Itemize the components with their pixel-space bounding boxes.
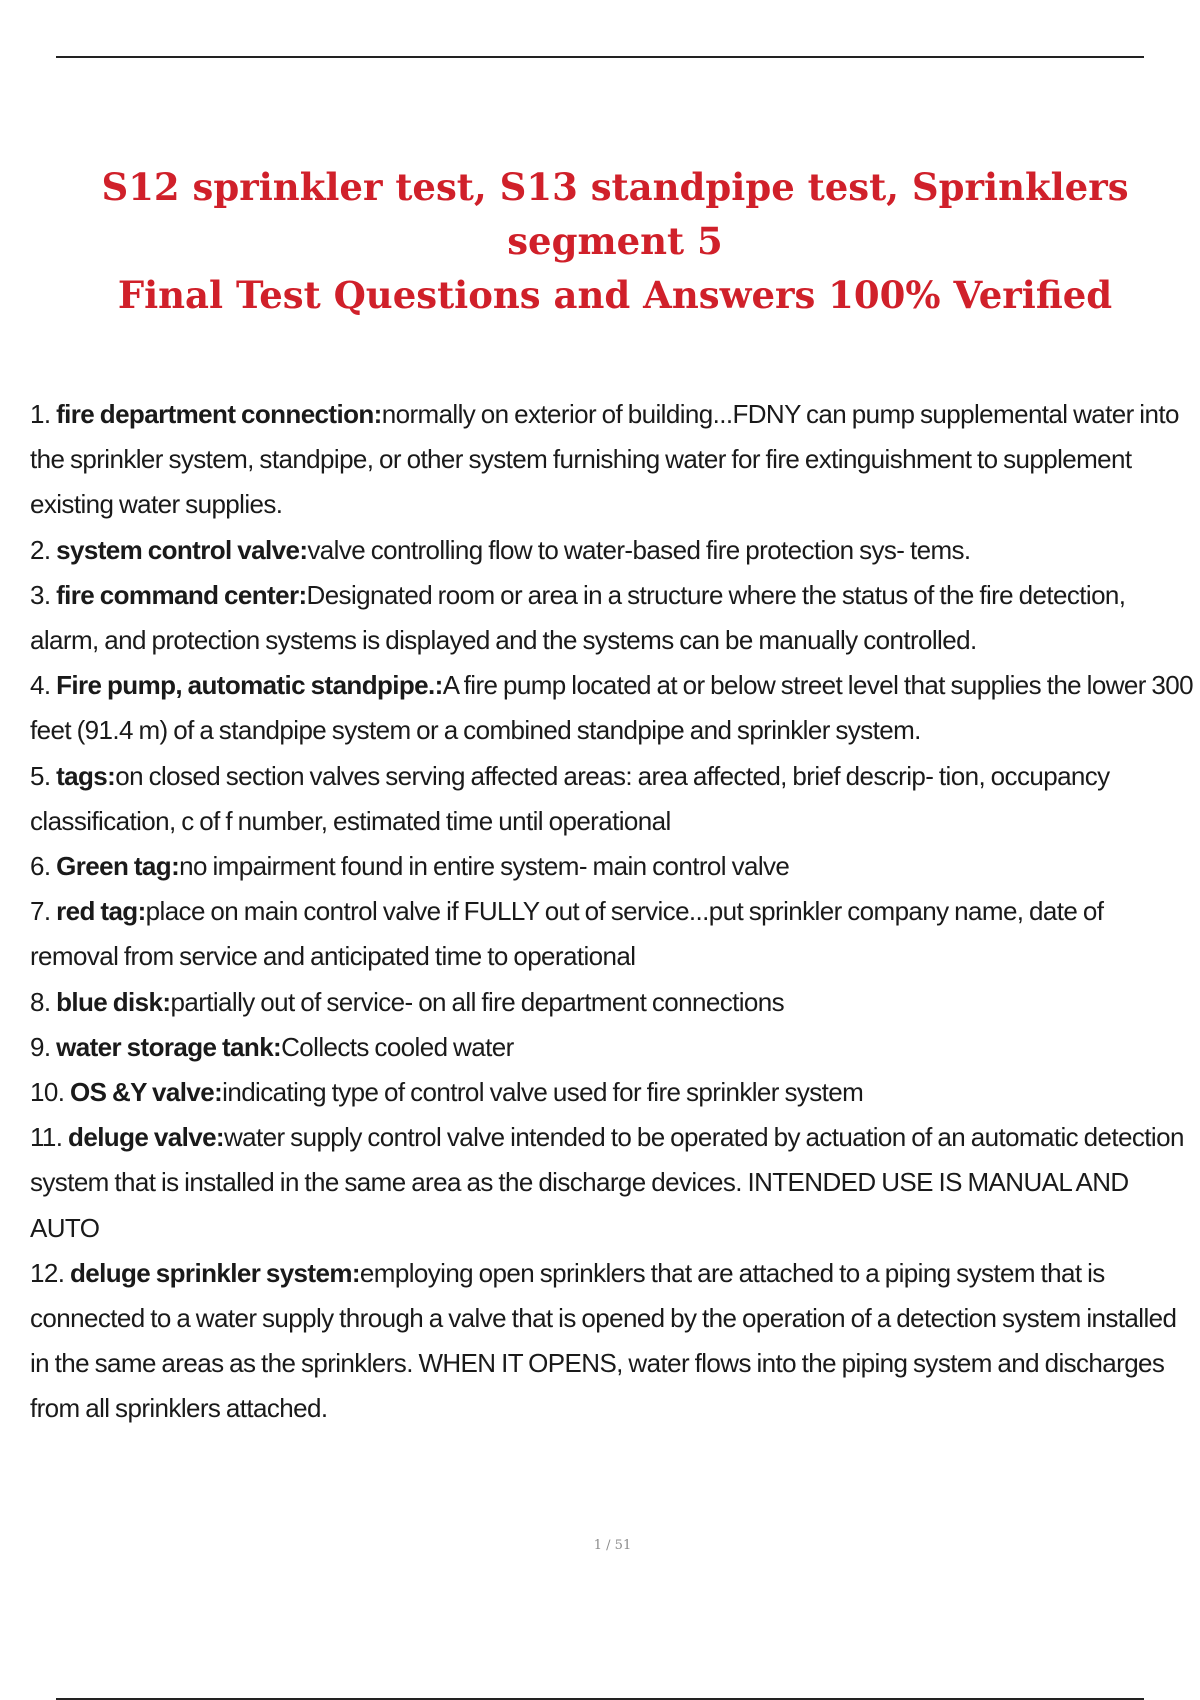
item-number: 7. <box>30 896 51 927</box>
item-number: 1. <box>30 399 51 429</box>
item-term: red tag: <box>56 896 146 927</box>
item-definition: on closed section valves serving affected areas: area affected, brief descrip- tion, occupancy classification, c of f number, estimated time until operational <box>30 760 1110 836</box>
header-rule <box>56 56 1144 58</box>
item-term: OS &Y valve: <box>69 1077 223 1108</box>
item-number: 6. <box>30 851 51 882</box>
item-definition: Collects cooled water <box>281 1031 514 1062</box>
item-term: deluge sprinkler system: <box>69 1257 360 1288</box>
item-term: water storage tank: <box>56 1031 282 1062</box>
list-item <box>30 844 1195 889</box>
item-term: tags: <box>56 760 116 791</box>
list-item <box>30 889 1195 979</box>
item-definition: place on main control valve if FULLY out of service...put sprinkler company name, date of removal from service and anticipated time to operational <box>30 896 1104 972</box>
item-number: 9. <box>30 1031 51 1062</box>
item-term: system control valve: <box>56 534 308 565</box>
item-definition: Designated room or area in a structure where the status of the fire detection, alarm, and protection systems is displayed and the systems can be manually controlled. <box>30 579 1126 656</box>
title-line-1: S12 sprinkler test, S13 standpipe test, Sprinklers segment 5 <box>101 165 1129 263</box>
item-definition: normally on exterior of building...FDNY can pump supplemental water into the sprinkler system, standpipe, or other system furnishing water for fire extinguishment to supplement existing water supplies. <box>30 399 1179 520</box>
item-definition: partially out of service- on all fire department connections <box>170 986 785 1017</box>
item-number: 2. <box>30 534 51 565</box>
item-definition: A fire pump located at or below street level that supplies the lower 300 feet (91.4 m) of a standpipe system or a combined standpipe and sprinkler system. <box>30 670 1193 746</box>
item-term: Fire pump, automatic standpipe.: <box>56 670 443 701</box>
item-number: 4. <box>30 670 51 701</box>
item-term: fire command center: <box>56 579 307 610</box>
list-item <box>30 573 1195 663</box>
item-definition: no impairment found in entire system- main control valve <box>179 851 790 882</box>
page-title <box>30 160 1200 322</box>
item-term: blue disk: <box>56 986 171 1017</box>
list-item <box>30 754 1195 844</box>
list-item <box>30 528 1195 573</box>
item-definition: valve controlling flow to water-based fire protection sys- tems. <box>307 534 971 565</box>
page-number: 1 / 51 <box>593 1538 632 1553</box>
item-definition: employing open sprinklers that are attached to a piping system that is connected to a water supply through a valve that is opened by the operation of a detection system installed in the same areas as the sprinklers. WHEN IT OPENS, water flows into the piping system and discharges from all sprinklers attached. <box>30 1257 1177 1424</box>
item-number: 10. <box>30 1077 65 1108</box>
item-definition: water supply control valve intended to be operated by actuation of an automatic detection system that is installed in the same area as the discharge devices. INTENDED USE IS MANUAL AND AUTO <box>30 1122 1184 1243</box>
list-item <box>30 980 1195 1025</box>
list-item <box>30 1115 1195 1251</box>
item-number: 11. <box>30 1122 63 1153</box>
list-item <box>30 392 1195 528</box>
title-line-2: Final Test Questions and Answers 100% Verified <box>117 273 1113 317</box>
item-number: 12. <box>30 1257 65 1288</box>
list-item <box>30 1025 1195 1070</box>
question-answer-list <box>30 392 1195 1432</box>
item-number: 3. <box>30 579 51 610</box>
item-number: 5. <box>30 760 51 791</box>
item-definition: indicating type of control valve used for fire sprinkler system <box>222 1077 864 1108</box>
item-term: deluge valve: <box>68 1122 224 1153</box>
item-term: Green tag: <box>56 851 180 882</box>
list-item <box>30 663 1195 753</box>
list-item <box>30 1251 1195 1432</box>
item-number: 8. <box>30 986 51 1017</box>
item-term: fire department connection: <box>56 399 382 429</box>
list-item <box>30 1070 1195 1115</box>
